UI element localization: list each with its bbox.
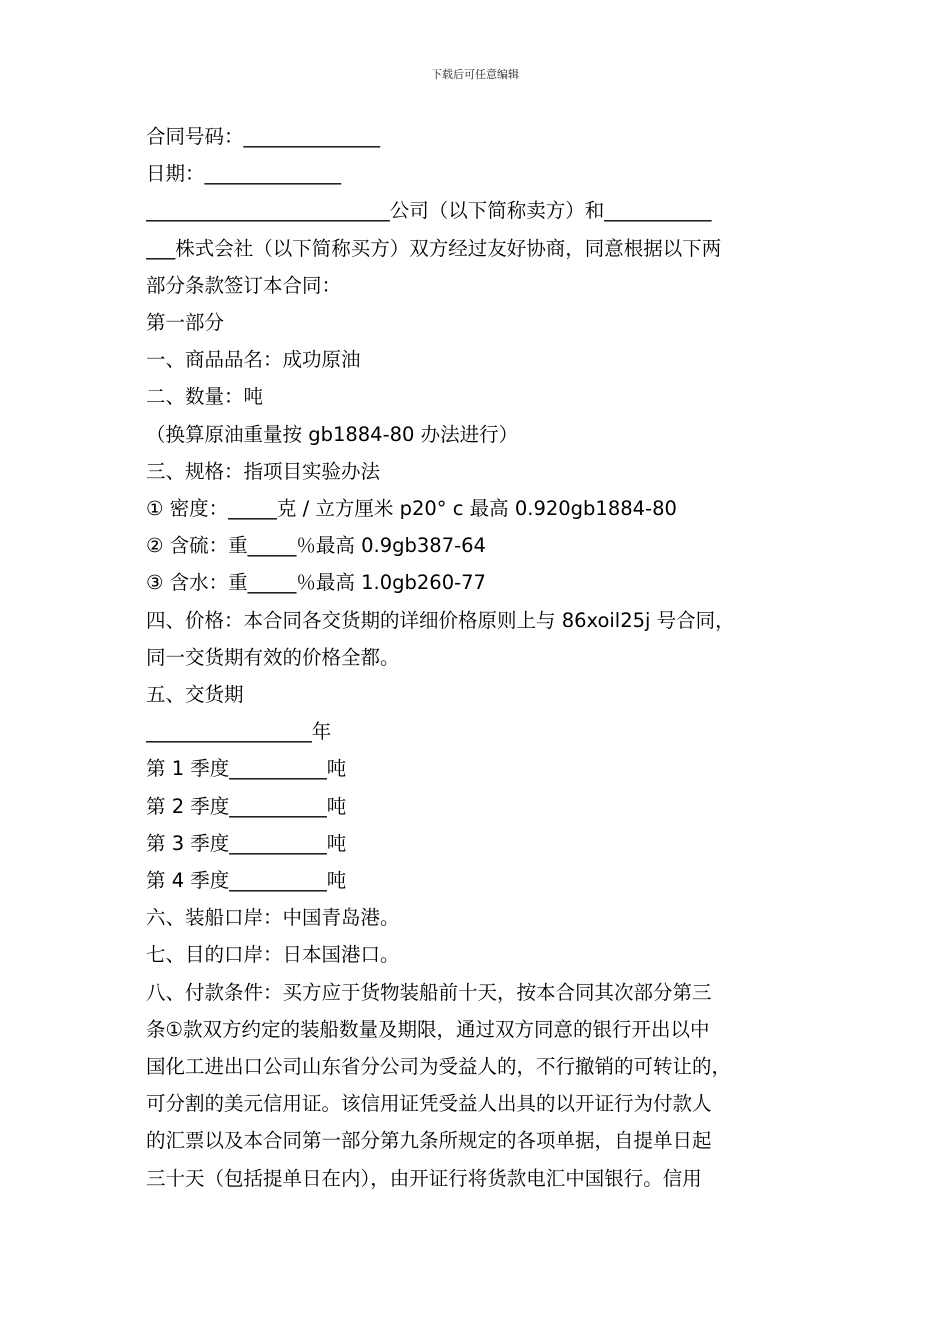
spec-water-line: ③ 含水：重_____％最高 1.0gb260-77 — [146, 571, 486, 595]
payment-line-6: 三十天（包括提单日在内），由开证行将货款电汇中国银行。信用 — [146, 1166, 702, 1190]
page-header: 下载后可任意编辑 — [431, 68, 519, 81]
payment-line-2: 条①款双方约定的装船数量及期限，通过双方同意的银行开出以中 — [146, 1017, 710, 1041]
date-line: 日期：______________ — [146, 162, 342, 186]
product-name-line: 一、商品品名：成功原油 — [146, 348, 361, 372]
delivery-q3-line: 第 3 季度__________吨 — [146, 831, 347, 855]
parties-line-2: ___株式会社（以下简称买方）双方经过友好协商，同意根据以下两 — [146, 236, 722, 260]
payment-line-3: 国化工进出口公司山东省分公司为受益人的，不行撤销的可转让的， — [146, 1055, 732, 1079]
contract-number-line: 合同号码：______________ — [146, 125, 381, 148]
delivery-q4-line: 第 4 季度__________吨 — [146, 869, 347, 893]
price-line-1: 四、价格：本合同各交货期的详细价格原则上与 86xoil25j 号合同， — [146, 608, 735, 632]
specification-line: 三、规格：指项目实验办法 — [146, 459, 381, 483]
spec-sulfur-line: ② 含硫：重_____％最高 0.9gb387-64 — [146, 534, 486, 558]
loading-port-line: 六、装船口岸：中国青岛港。 — [146, 906, 400, 930]
spec-density-line: ① 密度：_____克 / 立方厘米 p20° c 最高 0.920gb1884-80 — [146, 497, 677, 521]
part-one-heading: 第一部分 — [146, 311, 225, 335]
document-body — [146, 118, 826, 1197]
price-line-2: 同一交货期有效的价格全都。 — [146, 645, 400, 669]
delivery-q2-line: 第 2 季度__________吨 — [146, 794, 347, 818]
delivery-q1-line: 第 1 季度__________吨 — [146, 757, 347, 781]
quantity-note-line: （换算原油重量按 gb1884-80 办法进行） — [146, 422, 519, 446]
payment-line-1: 八、付款条件：买方应于货物装船前十天，按本合同其次部分第三 — [146, 980, 712, 1004]
delivery-heading: 五、交货期 — [146, 683, 244, 707]
payment-line-5: 的汇票以及本合同第一部分第九条所规定的各项单据，自提单日起 — [146, 1129, 712, 1153]
payment-line-4: 可分割的美元信用证。该信用证凭受益人出具的以开证行为付款人 — [146, 1092, 712, 1116]
quantity-line: 二、数量：吨 — [146, 385, 264, 409]
delivery-year-line: _________________年 — [146, 720, 332, 744]
parties-line-3: 部分条款签订本合同： — [146, 273, 342, 297]
destination-port-line: 七、目的口岸：日本国港口。 — [146, 943, 400, 967]
parties-line-1: _________________________公司（以下简称卖方）和___________ — [146, 199, 712, 223]
